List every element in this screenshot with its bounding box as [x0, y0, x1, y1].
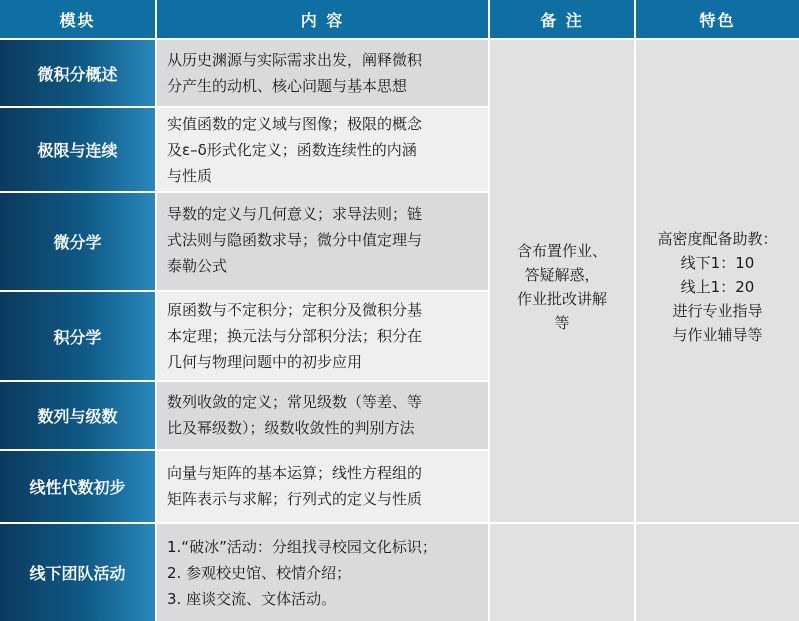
content-line: 向量与矩阵的基本运算；线性方程组的 [167, 464, 423, 482]
empty-notes-cell [490, 524, 634, 621]
content-line: 式法则与隐函数求导；微分中值定理与 [167, 231, 423, 249]
module-cell: 数列与级数 [0, 382, 155, 449]
content-line: 原函数与不定积分；定积分及微积分基 [167, 301, 423, 319]
content-cell [157, 193, 488, 290]
content-line: 本定理；换元法与分部积分法；积分在 [167, 327, 423, 345]
content-line: 比及幂级数）；级数收敛性的判别方法 [167, 419, 415, 437]
row-divider [0, 522, 799, 524]
module-cell: 积分学 [0, 292, 155, 380]
features-line: 进行专业指导 [672, 302, 763, 320]
module-cell: 极限与连续 [0, 108, 155, 191]
content-line: 及ε–δ形式化定义；函数连续性的内涵 [167, 141, 417, 159]
notes-line: 等 [554, 314, 570, 332]
header-features: 特色 [636, 0, 799, 38]
module-cell: 线下团队活动 [0, 524, 155, 621]
content-cell [157, 524, 488, 621]
module-cell: 微积分概述 [0, 40, 155, 106]
content-cell [157, 382, 488, 449]
content-line: 1.“破冰”活动：分组找寻校园文化标识； [167, 538, 437, 556]
content-line: 从历史渊源与实际需求出发，阐释微积 [167, 51, 423, 69]
column-divider [155, 0, 157, 621]
content-line: 实值函数的定义域与图像；极限的概念 [167, 115, 423, 133]
column-divider [634, 0, 636, 621]
content-line: 几何与物理问题中的初步应用 [167, 353, 363, 371]
notes-line: 答疑解惑， [524, 266, 600, 284]
content-line: 数列收敛的定义；常见级数（等差、等 [167, 393, 423, 411]
module-cell: 线性代数初步 [0, 451, 155, 522]
features-line: 高密度配备助教： [657, 230, 778, 248]
content-cell [157, 451, 488, 522]
row-divider [0, 38, 799, 40]
content-line: 与性质 [167, 167, 213, 185]
header-notes: 备 注 [490, 0, 634, 38]
content-cell [157, 108, 488, 191]
content-line: 矩阵表示与求解；行列式的定义与性质 [167, 490, 423, 508]
empty-features-cell [636, 524, 799, 621]
content-cell [157, 292, 488, 380]
content-line: 导数的定义与几何意义；求导法则；链 [167, 205, 423, 223]
notes-line: 含布置作业、 [516, 242, 607, 260]
content-line: 3. 座谈交流、文体活动。 [167, 590, 337, 608]
content-line: 2. 参观校史馆、校情介绍； [167, 564, 352, 582]
content-line: 分产生的动机、核心问题与基本思想 [167, 77, 408, 95]
notes-cell [490, 40, 634, 534]
column-divider [488, 0, 490, 621]
features-line: 与作业辅导等 [672, 326, 763, 344]
features-line: 线上1：20 [680, 278, 755, 296]
features-cell [636, 40, 799, 534]
content-cell [157, 40, 488, 106]
module-cell: 微分学 [0, 193, 155, 290]
content-line: 泰勒公式 [167, 257, 228, 275]
header-module: 模块 [0, 0, 155, 38]
notes-line: 作业批改讲解 [516, 290, 607, 308]
notes-text [517, 239, 607, 335]
header-content: 内 容 [157, 0, 488, 38]
features-text [657, 227, 777, 347]
features-line: 线下1：10 [680, 254, 755, 272]
